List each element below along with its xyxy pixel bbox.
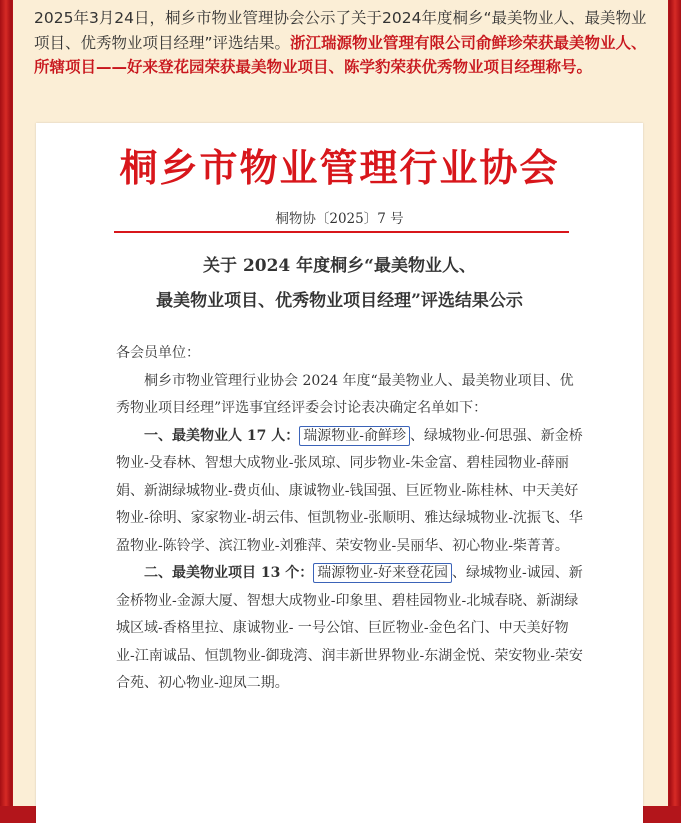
intro-highlight-text: 浙江瑞源物业管理有限公司俞鲜珍荣获最美物业人、所辖项目——好来登花园荣获最美物业项目、陈学豹荣获优秀物业项目经理称号。 [34,33,647,76]
doc-heading-line2: 最美物业项目、优秀物业项目经理”评选结果公示 [156,291,523,311]
section-most-beautiful-person [116,423,586,561]
intro-paragraph: 桐乡市物业管理行业协会 2024 年度“最美物业人、最美物业项目、优秀物业项目经理”评选事宜经评委会讨论表决确定名单如下： [116,372,574,416]
document-body [116,340,586,698]
section2-highlight-box: 瑞源物业-好来登花园 [313,563,452,583]
section1-list: 、绿城物业-何思强、新金桥物业-殳春林、智想大成物业-张凤琼、同步物业-朱金富、碧桂园物业-薛丽娟、新湖绿城物业-费贞仙、康诚物业-钱国强、巨匠物业-陈桂林、中天美好物业-徐明、家家物业-胡云伟、恒凯物业-张顺明、雅达绿城物业-沈振飞、华盈物业-陈铃学、滨江物业-刘雅萍、荣安物业-吴丽华、初心物业-柴菁菁。 [116,427,583,554]
doc-heading-line1: 关于 2024 年度桐乡“最美物业人、 [203,256,476,276]
intro-plain-text: 2025年3月24日，桐乡市物业管理协会公示了关于2024年度桐乡“最美物业人、最美物业项目、优秀物业项目经理”评选结果。 [34,9,647,52]
section1-label: 一、最美物业人 17 人： [144,427,300,444]
salutation: 各会员单位： [116,345,200,361]
scanned-document [36,123,643,823]
section-most-beautiful-project [116,560,586,698]
org-letterhead-title: 桐乡市物业管理行业协会 [119,145,560,190]
letterhead-red-rule [114,231,569,233]
section1-highlight-box: 瑞源物业-俞鲜珍 [299,426,410,446]
article-intro [34,6,649,80]
document-number: 桐物协〔2025〕7 号 [275,211,404,227]
section2-list: 、绿城物业-诚园、新金桥物业-金源大厦、智想大成物业-印象里、碧桂园物业-北城春晓、新湖绿城区域-香格里拉、康诚物业- 一号公馆、巨匠物业-金色名门、中天美好物业-江南诚品、恒凯物业-御珑湾、润丰新世界物业-东湖金悦、荣安物业-荣安合苑、初心物业-迎凤二期。 [116,565,583,691]
section2-label: 二、最美物业项目 13 个： [144,565,314,581]
